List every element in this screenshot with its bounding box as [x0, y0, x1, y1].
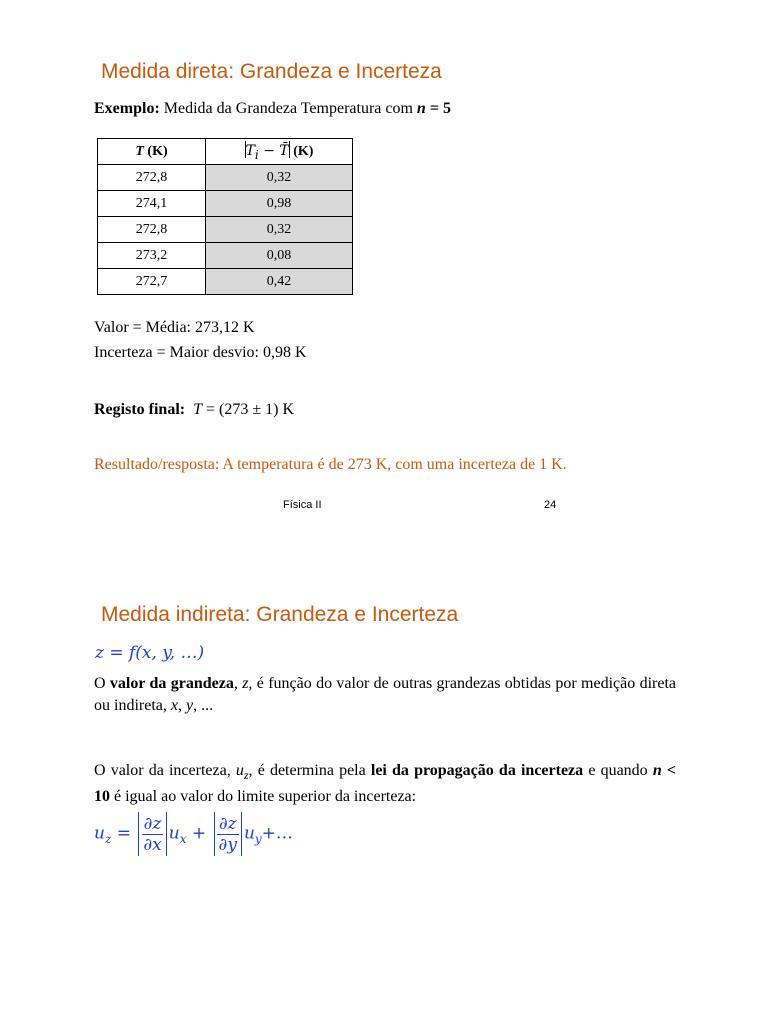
- deviation-cell: 0,98: [206, 191, 353, 217]
- temperature-cell: 272,8: [98, 217, 206, 243]
- heading-direct-measurement: Medida direta: Grandeza e Incerteza: [101, 60, 442, 83]
- col-header-deviation: $T_i$ − T̄ (K): [206, 139, 353, 165]
- propagation-formula: $u_z$ = $\frac{\partial z}{\partial x}$ $u_x$ + $\frac{\partial z}{\partial y}$ $u_y+\dots$: [94, 813, 293, 855]
- heading-indirect-measurement: Medida indireta: Grandeza e Incerteza: [101, 603, 459, 626]
- footer-title: Física II: [283, 499, 322, 511]
- temperature-table: [97, 138, 353, 295]
- example-text: Medida da Grandeza Temperatura com: [163, 100, 413, 117]
- table-row: [98, 165, 353, 191]
- final-record-label: Registo final:: [94, 401, 186, 418]
- footer-page-number: 24: [544, 499, 557, 511]
- partial-z-y: $\frac{\partial z}{\partial y}$: [218, 813, 237, 855]
- max-deviation-line: Incerteza = Maior desvio: 0,98 K: [94, 344, 307, 361]
- final-record-line: [94, 401, 294, 419]
- example-n-value: = 5: [425, 100, 451, 117]
- paragraph-quantity-value: O valor da grandeza, z, é função do valor de outras grandezas obtidas por medição direta ou indireta, x, y, ...: [94, 675, 676, 714]
- table-row: [98, 191, 353, 217]
- final-record-value: = (273 ± 1) K: [202, 401, 295, 418]
- deviation-cell: 0,32: [206, 217, 353, 243]
- temperature-cell: 272,7: [98, 269, 206, 295]
- deviation-cell: 0,08: [206, 243, 353, 269]
- col-header-t: T (K): [98, 139, 206, 165]
- temperature-cell: 272,8: [98, 165, 206, 191]
- paragraph-uncertainty: O valor da incerteza, $u_z$, é determina pela lei da propagação da incerteza e quando n < 10 é igual ao valor do limite superior da incerteza:: [94, 762, 677, 806]
- function-formula: z = f(x, y, …): [95, 643, 205, 663]
- mean-value-line: Valor = Média: 273,12 K: [94, 319, 255, 336]
- partial-z-x: $\frac{\partial z}{\partial x}$: [143, 813, 162, 855]
- temperature-cell: 273,2: [98, 243, 206, 269]
- deviation-cell: 0,42: [206, 269, 353, 295]
- example-n-var: n: [416, 100, 426, 117]
- example-label: Exemplo:: [94, 100, 160, 117]
- table-row: [98, 217, 353, 243]
- deviation-cell: 0,32: [206, 165, 353, 191]
- bold-quantity-value: valor da grandeza: [109, 675, 234, 692]
- final-record-var: T: [193, 401, 203, 418]
- table-row: [98, 269, 353, 295]
- temperature-cell: 274,1: [98, 191, 206, 217]
- table-header-row: [98, 139, 353, 165]
- result-answer: Resultado/resposta: A temperatura é de 273 K, com uma incerteza de 1 K.: [94, 456, 567, 473]
- table-row: [98, 243, 353, 269]
- deviation-formula: $T_i$ − T̄: [245, 143, 289, 162]
- example-line: [94, 100, 451, 118]
- bold-propagation-law: lei da propagação da incerteza: [370, 762, 584, 779]
